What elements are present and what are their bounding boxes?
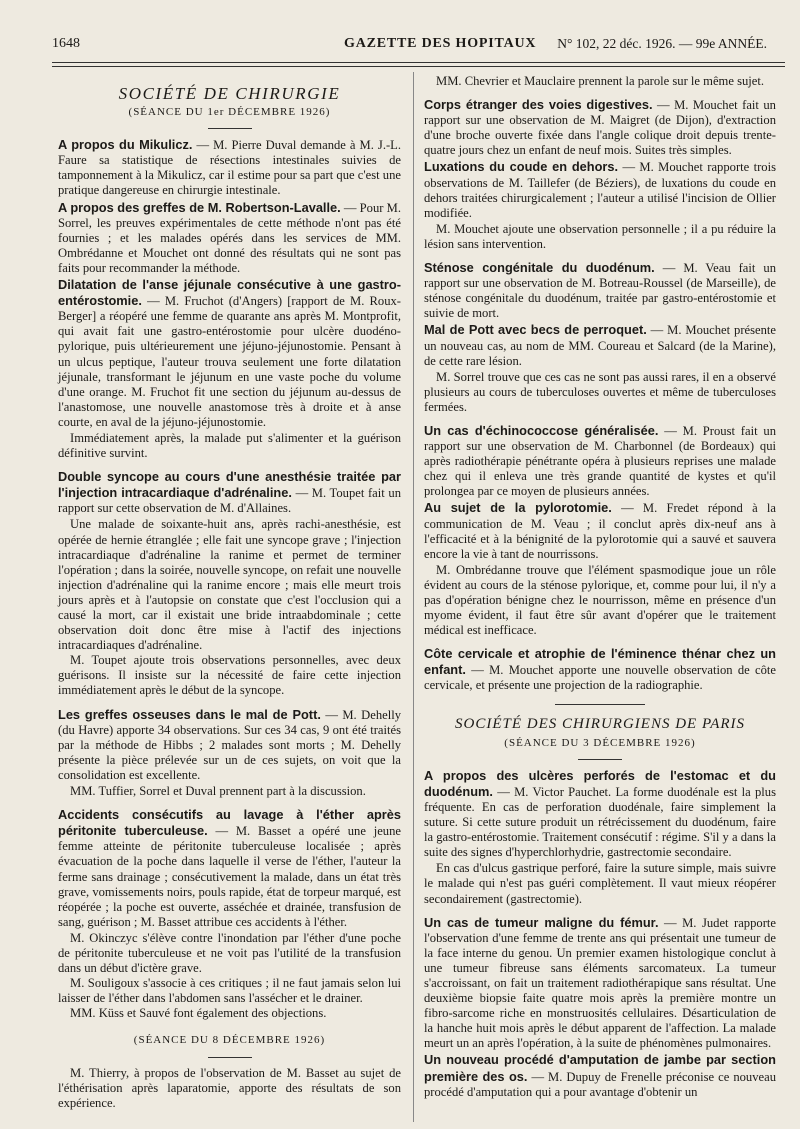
article [424, 322, 776, 368]
paragraph: M. Okinczyc s'élève contre l'inondation par l'éther d'une poche de péritonite tuberculeuse et ne voit pas l'utilité de la transfusion dans un début d'ictère grave. [58, 930, 401, 976]
society-title: SOCIÉTÉ DES CHIRURGIENS DE PARIS [454, 715, 746, 732]
article [424, 423, 776, 499]
article-text: — M. Pierre Duval demande à M. J.-L. Faure sa statistique de résections intestinales suivies de tamponnement à la Mikulicz, car il estime pour sa part que c'est une pratique dangereuse en chirurgie intestinale. [58, 138, 402, 198]
article-text: — M. Dupuy de Frenelle préconise ce nouveau procédé d'amputation qui a pour avantage d'obtenir un [424, 1069, 776, 1099]
page-number: 1648 [52, 36, 80, 51]
article-text: — M. Judet rapporte l'observation d'une femme de trente ans qui présentait une tumeur de la face interne du genou. Un premier examen histologique conclut à une tumeur fibreuse sans éléments sarcomateux. La tumeur s'accroissant, on fait un traitement radiothérapique sans résultat. Une deuxième biopsie faite quatre mois après la première montre un fibro-sarcome riche en monstruosités cellulaires. Désarticulation de la hanche huit mois après le début apparent de l'affection. La malade meurt un an après l'opération, à la suite de phénomènes pulmonaires. [424, 915, 776, 1051]
paragraph: M. Mouchet ajoute une observation personnelle ; il a pu réduire la lésion sans intervention. [424, 221, 776, 251]
article-title: A propos des ulcères perforés de l'estomac et du duodénum. [424, 767, 776, 799]
paragraph: M. Toupet ajoute trois observations personnelles, avec deux guérisons. Il insiste sur la nécessité de faire cette injection immédiatement après le début de la syncope. [58, 653, 401, 698]
section-rule [578, 759, 622, 760]
section-rule [555, 704, 645, 705]
header-rule-top [52, 62, 785, 63]
article-text: — M. Fredet répond à la communication de M. Veau ; il conclut après dix-neuf ans à l'efficacité et à la bénignité de la pylorotomie qui a sauvé et sauvera encore la vie à tant de nourrissons. [424, 501, 776, 561]
article-title: Au sujet de la pylorotomie. [424, 500, 612, 516]
article [424, 768, 776, 861]
article-text: — M. Mouchet présente un nouveau cas, au nom de MM. Coureau et Salcard (de la Marine), de cette rare lésion. [424, 323, 776, 368]
paragraph: MM. Tuffier, Sorrel et Duval prennent part à la discussion. [70, 784, 366, 799]
article-text: — M. Proust fait un rapport sur une observation de M. Charbonnel (de Bordeaux) qui après radiothérapie pénétrante opéra à plusieurs reprises une malade chez qui il enleva une très grande quantité de kystes et qu'il prolongea par ce moyen de plusieurs années. [424, 423, 776, 499]
article [424, 159, 776, 220]
article [424, 260, 776, 321]
article-text: — Pour M. Sorrel, les preuves expérimentales de cette méthode n'ont pas été fournies ; et les malades opérés dans les services de MM. Ombrédanne et Mouchet ont donné des résultats qui ne sont pas faits pour recommander la méthode. [58, 200, 401, 275]
paragraph: M. Ombrédanne trouve que l'élément spasmodique joue un rôle évident au cours de la sténose pylorique, et, comme pour lui, il n'y a pas d'opération bénigne chez le nourrisson, même en présence d'un myome évident, il faut être sûr avant d'opérer que le traitement médical est inefficace. [424, 562, 776, 638]
sitting-date: (SÉANCE DU 3 DÉCEMBRE 1926) [504, 736, 696, 749]
article [58, 707, 401, 783]
sitting-date: (SÉANCE DU 8 DÉCEMBRE 1926) [133, 1034, 326, 1047]
article-title: Accidents consécutifs au lavage à l'éther après péritonite tuberculeuse. [58, 807, 401, 839]
article [58, 277, 401, 430]
section-rule [208, 128, 252, 129]
article-text: — M. Fruchot (d'Angers) [rapport de M. Roux-Berger] a réopéré une femme de quarante ans après M. Montprofit, qui avait fait une gastro-entérostomie pour ulcère duodéno-pylorique, puis ultérieurement une jéjuno-jéjunostomie. Pensant à un ulcus peptique, l'auteur trouva seulement une forte dilatation jéjunale, transformant le jéjunum en une vaste poche du volume d'une orange. M. Fruchot fit une section du jéjunum au-dessus de l'anastomose, une nouvelle anastomose très à droite et à anse courte, en aval de la jéjuno-jéjunostomie. [58, 294, 401, 429]
article-title: A propos du Mikulicz. [58, 137, 193, 153]
sitting-date: (SÉANCE DU 1er DÉCEMBRE 1926) [128, 106, 331, 119]
paragraph: MM. Küss et Sauvé font également des objections. [70, 1006, 327, 1021]
header-rule-bottom [52, 66, 785, 67]
article [58, 469, 401, 516]
article-text: — M. Basset a opéré une jeune femme atteinte de péritonite tuberculeuse localisée ; après évacuation de la poche dans laquelle il verse de l'éther, l'auteur la ferme sans drainage ; consécutivement la malade, dans un état très grave, vomissements noirs, pouls rapide, état de torpeur marqué, est réopérée ; la poche est ouverte, asséchée et drainée, transfusion de sang, guérison ; M. Basset attribue ces accidents à l'éther. [58, 824, 401, 929]
article [424, 500, 776, 561]
article-title: Dilatation de l'anse jéjunale consécutive à une gastro-entérostomie. [58, 277, 401, 309]
article [58, 137, 401, 198]
article-text: — M. Dehelly (du Havre) apporte 34 observations. Sur ces 34 cas, 9 ont été traités par la méthode de Hibbs ; 2 malades sont morts ; M. Dehelly présente la pièce prélevée sur un de ces sujets, on voit que la consolidation est excellente. [58, 707, 401, 782]
article-text: — M. Mouchet rapporte trois observations de M. Taillefer (de Béziers), de luxations du coude en dehors traitées chirurgicalement ; l'auteur a utilisé l'incision de Ollier modifiée. [424, 160, 776, 220]
article-title: Côte cervicale et atrophie de l'éminence thénar chez un enfant. [424, 646, 776, 678]
paragraph: Une malade de soixante-huit ans, après rachi-anesthésie, est opérée de hernie étranglée ; elle fait une syncope grave ; l'injection intracardiaque d'adrénaline la ranime et permet de terminer l'opération ; dans la soirée, nouvelle syncope, on refait une nouvelle injection d'adrénaline qui la ranime encore ; mais elle meurt trois jours après et à l'autopsie on constate que c'est l'occlusion qui a causé la mort, car il existait une bride intraabdominale ; cette observation doit donc être mise à l'actif des injections intracardiaques d'adrénaline. [58, 517, 401, 653]
right-column [424, 74, 776, 1100]
article [58, 200, 401, 276]
society-title: SOCIÉTÉ DE CHIRURGIE [118, 84, 341, 103]
article-text: — M. Veau fait un rapport sur une observation de M. Botreau-Roussel (de Marseille), de sténose congénitale du duodénum, traitée par gastro-entérostomie et suivie de mort. [424, 261, 776, 321]
article-text: — M. Mouchet apporte une nouvelle observation de côte cervicale, et présente une projection de la radiographie. [424, 663, 777, 693]
issue-info: N° 102, 22 déc. 1926. — 99e ANNÉE. [557, 36, 767, 51]
article-title: Un cas d'échinococcose généralisée. [424, 422, 659, 438]
section-rule [208, 1057, 252, 1058]
paragraph: M. Souligoux s'associe à ces critiques ; il ne faut jamais selon lui laisser de l'éther dans l'abdomen sans l'assécher et le drainer. [58, 976, 401, 1006]
article [58, 807, 401, 930]
paragraph: M. Thierry, à propos de l'observation de M. Basset au sujet de l'éthérisation après laparatomie, apporte des résultats de son expérience. [58, 1065, 401, 1110]
article [424, 1052, 776, 1099]
article [424, 97, 776, 158]
article-title: A propos des greffes de M. Robertson-Lavalle. [58, 199, 341, 215]
left-column [58, 74, 401, 1111]
paragraph: M. Sorrel trouve que ces cas ne sont pas aussi rares, il en a observé plusieurs au cours de tuberculoses ouvertes et même de tuberculoses fermées. [424, 369, 776, 414]
article-text: — M. Toupet fait un rapport sur cette observation de M. d'Allaines. [58, 486, 401, 516]
article-text: — M. Mouchet fait un rapport sur une observation de M. Maigret (de Dijon), d'extraction d'une broche ouverte fixée dans l'angle colique droit depuis trente-quatre jours chez un enfant de neuf mois. Suites très simples. [424, 98, 776, 158]
article [424, 646, 776, 693]
paragraph: Immédiatement après, la malade put s'alimenter et la guérison définitive survint. [58, 430, 401, 461]
article-title: Les greffes osseuses dans le mal de Pott. [58, 706, 321, 722]
article-title: Sténose congénitale du duodénum. [424, 260, 655, 276]
column-divider [413, 72, 414, 1122]
journal-title: GAZETTE DES HOPITAUX [344, 36, 537, 51]
article-title: Corps étranger des voies digestives. [424, 97, 653, 113]
article-title: Un cas de tumeur maligne du fémur. [424, 914, 659, 930]
article-title: Double syncope au cours d'une anesthésie traitée par l'injection intracardiaque d'adrénaline. [58, 469, 401, 501]
article-text: — M. Victor Pauchet. La forme duodénale est la plus fréquente. En cas de perforation duodénale, faire simplement la suture. Si cette suture produit un rétrécissement du duodénum, faire la gastro-entérostomie. Traitement consécutif : régime. S'il y a dans la suite des signes d'hyperchlorhydrie, gastrectomie secondaire. [424, 784, 777, 860]
article-title: Un nouveau procédé d'amputation de jambe par section première des os. [424, 1052, 776, 1084]
article [424, 915, 776, 1052]
paragraph: En cas d'ulcus gastrique perforé, faire la suture simple, mais suivre le malade qui n'est pas guéri complètement. Il vaut mieux réopérer secondairement (gastrectomie). [424, 861, 776, 906]
paragraph: MM. Chevrier et Mauclaire prennent la parole sur le même sujet. [436, 74, 765, 88]
page-header [52, 36, 767, 56]
article-title: Mal de Pott avec becs de perroquet. [424, 322, 647, 338]
article-title: Luxations du coude en dehors. [424, 159, 619, 175]
